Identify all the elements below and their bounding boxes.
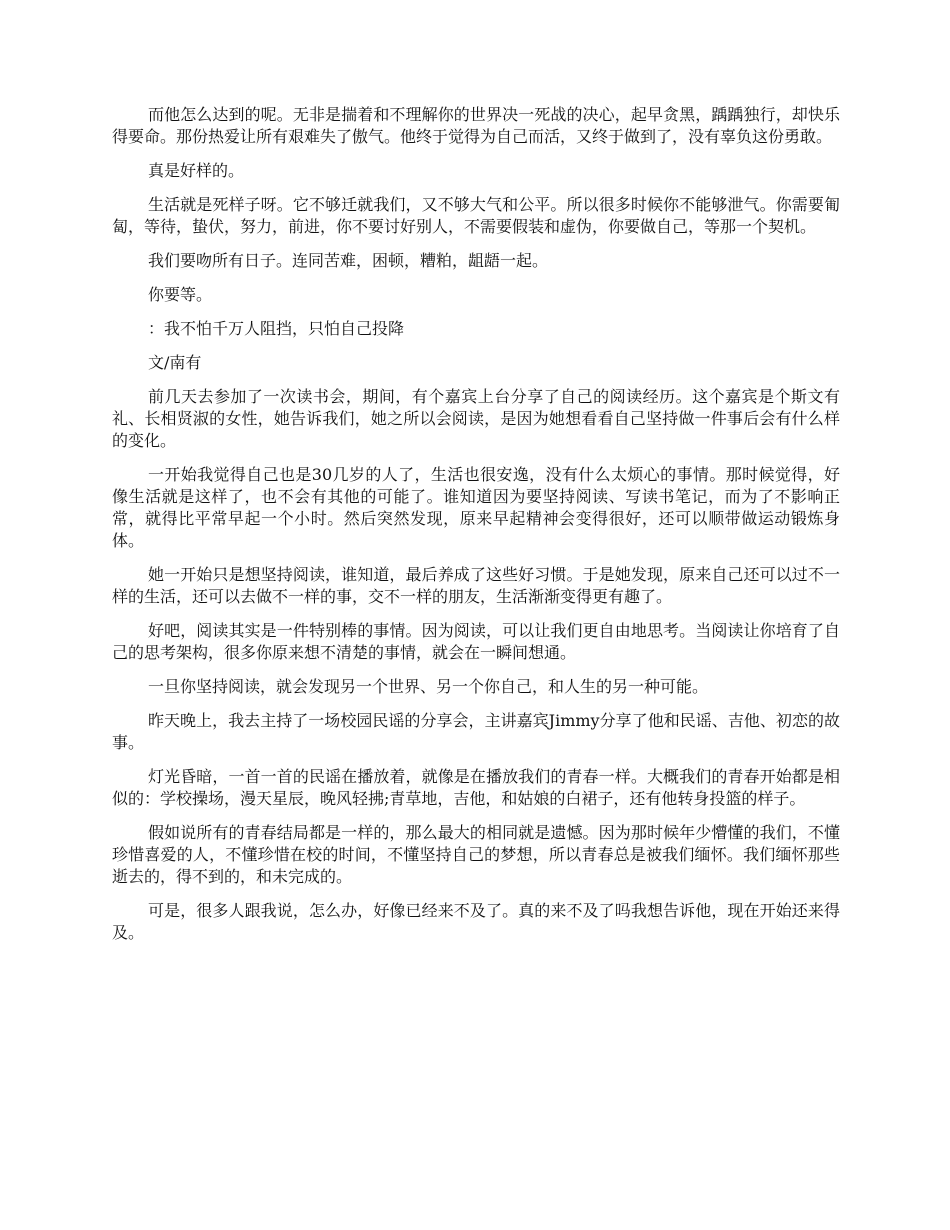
paragraph-16: 可是，很多人跟我说，怎么办，好像已经来不及了。真的来不及了吗我想告诉他，现在开始还来得及。 bbox=[112, 901, 840, 942]
paragraph-15: 假如说所有的青春结局都是一样的，那么最大的相同就是遗憾。因为那时候年少懵懂的我们，不懂珍惜喜爱的人，不懂珍惜在校的时间，不懂坚持自己的梦想，所以青春总是被我们缅怀。我们缅怀那些逝去的，得不到的，和未完成的。 bbox=[112, 823, 840, 886]
section-title: ：我不怕千万人阻挡，只怕自己投降 bbox=[148, 319, 405, 338]
paragraph-10: 她一开始只是想坚持阅读，谁知道，最后养成了这些好习惯。于是她发现，原来自己还可以过不一样的生活，还可以去做不一样的事，交不一样的朋友，生活渐渐变得更有趣了。 bbox=[112, 565, 840, 606]
paragraph-9: 一开始我觉得自己也是30几岁的人了，生活也很安逸，没有什么太烦心的事情。那时候觉得，好像生活就是这样了，也不会有其他的可能了。谁知道因为要坚持阅读、写读书笔记，而为了不影响正常，就得比平常早起一个小时。然后突然发现，原来早起精神会变得很好，还可以顺带做运动锻炼身体。 bbox=[112, 465, 840, 550]
paragraph-11: 好吧，阅读其实是一件特别棒的事情。因为阅读，可以让我们更自由地思考。当阅读让你培育了自己的思考架构，很多你原来想不清楚的事情，就会在一瞬间想通。 bbox=[112, 621, 840, 662]
paragraph-8: 前几天去参加了一次读书会，期间，有个嘉宾上台分享了自己的阅读经历。这个嘉宾是个斯文有礼、长相贤淑的女性，她告诉我们，她之所以会阅读，是因为她想看看自己坚持做一件事后会有什么样的变化。 bbox=[112, 387, 840, 450]
paragraph-3: 生活就是死样子呀。它不够迁就我们，又不够大气和公平。所以很多时候你不能够泄气。你需要匍匐，等待，蛰伏，努力，前进，你不要讨好别人，不需要假装和虚伪，你要做自己，等那一个契机。 bbox=[112, 195, 840, 236]
paragraph-5: 你要等。 bbox=[148, 285, 213, 304]
paragraph-14: 灯光昏暗，一首一首的民谣在播放着，就像是在播放我们的青春一样。大概我们的青春开始都是相似的：学校操场，漫天星辰，晚风轻拂;青草地，吉他，和姑娘的白裙子，还有他转身投篮的样子。 bbox=[112, 767, 840, 808]
paragraph-4: 我们要吻所有日子。连同苦难，困顿，糟粕，龃龉一起。 bbox=[148, 251, 549, 270]
author-line: 文/南有 bbox=[148, 353, 202, 372]
paragraph-13: 昨天晚上，我去主持了一场校园民谣的分享会，主讲嘉宾Jimmy分享了他和民谣、吉他、初恋的故事。 bbox=[112, 711, 840, 752]
paragraph-1: 而他怎么达到的呢。无非是揣着和不理解你的世界决一死战的决心，起早贪黑，踽踽独行，却快乐得要命。那份热爱让所有艰难失了傲气。他终于觉得为自己而活，又终于做到了，没有辜负这份勇敢。 bbox=[112, 105, 840, 146]
paragraph-2: 真是好样的。 bbox=[148, 161, 245, 180]
paragraph-12: 一旦你坚持阅读，就会发现另一个世界、另一个你自己，和人生的另一种可能。 bbox=[148, 677, 709, 696]
document-page bbox=[112, 104, 840, 956]
